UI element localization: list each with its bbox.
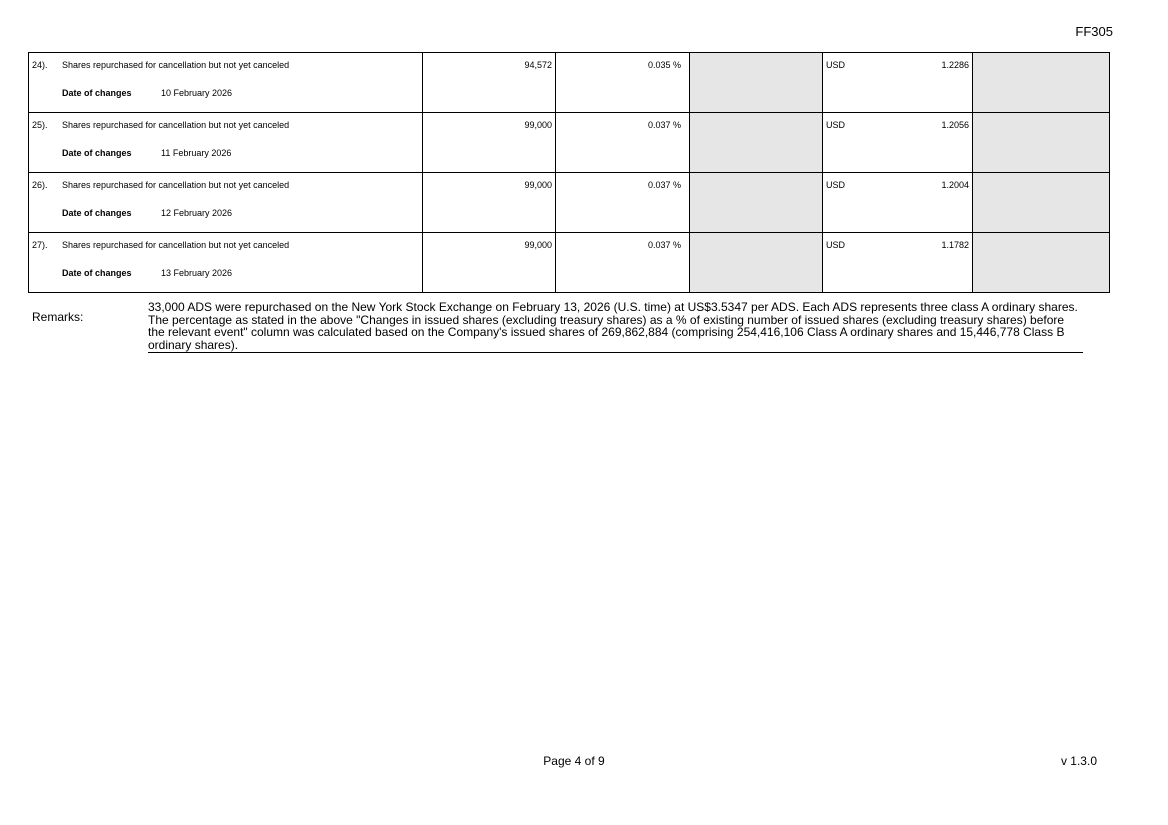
price-cell bbox=[823, 113, 973, 173]
row-index: 25). bbox=[32, 120, 48, 130]
shares-cell: 99,000 bbox=[423, 233, 556, 293]
description-cell bbox=[29, 173, 423, 233]
row-description: Shares repurchased for cancellation but not yet canceled bbox=[62, 240, 290, 250]
currency: USD bbox=[826, 240, 846, 250]
row-description: Shares repurchased for cancellation but not yet canceled bbox=[62, 120, 290, 130]
remarks-body bbox=[148, 301, 1083, 353]
date-label: Date of changes bbox=[62, 148, 132, 158]
date-value: 13 February 2026 bbox=[161, 268, 233, 278]
percent-cell bbox=[556, 173, 690, 233]
price-cell bbox=[823, 53, 973, 113]
empty-gray-cell bbox=[973, 173, 1110, 233]
table-row bbox=[29, 233, 1110, 293]
description-cell bbox=[29, 113, 423, 173]
price-cell bbox=[823, 233, 973, 293]
version-label: v 1.3.0 bbox=[1060, 754, 1097, 768]
empty-gray-cell bbox=[690, 173, 823, 233]
date-label: Date of changes bbox=[62, 268, 132, 278]
price-value: 1.2056 bbox=[941, 120, 969, 130]
row-description: Shares repurchased for cancellation but not yet canceled bbox=[62, 180, 290, 190]
remarks-paragraph: The percentage as stated in the above "Changes in issued shares (excluding treasury shares) as a % of existing number of issued shares (excluding treasury shares) before the relevant event" column was calculated based on the Company's issued shares of 269,862,884 (comprising 254,416,106 Class A ordinary shares and 15,446,778 Class B ordinary shares). bbox=[148, 312, 1065, 352]
date-value: 12 February 2026 bbox=[161, 208, 233, 218]
shares-cell: 99,000 bbox=[423, 173, 556, 233]
price-value: 1.2286 bbox=[941, 60, 969, 70]
percent-value: 0.037 bbox=[647, 240, 671, 250]
empty-gray-cell bbox=[973, 53, 1110, 113]
table-row bbox=[29, 173, 1110, 233]
percent-cell bbox=[556, 233, 690, 293]
empty-gray-cell bbox=[690, 233, 823, 293]
description-cell bbox=[29, 53, 423, 113]
row-index: 27). bbox=[32, 240, 48, 250]
empty-gray-cell bbox=[973, 233, 1110, 293]
price-cell bbox=[823, 173, 973, 233]
description-cell bbox=[29, 233, 423, 293]
shares-cell: 94,572 bbox=[423, 53, 556, 113]
percent-value: 0.035 bbox=[647, 60, 671, 70]
currency: USD bbox=[826, 60, 846, 70]
changes-table bbox=[28, 52, 1110, 293]
date-label: Date of changes bbox=[62, 208, 132, 218]
table-row bbox=[29, 113, 1110, 173]
page-number: Page 4 of 9 bbox=[543, 754, 605, 768]
percent-value: 0.037 bbox=[647, 180, 671, 190]
row-description: Shares repurchased for cancellation but not yet canceled bbox=[62, 60, 290, 70]
percent-unit: % bbox=[672, 120, 681, 130]
row-index: 24). bbox=[32, 60, 48, 70]
percent-cell bbox=[556, 53, 690, 113]
currency: USD bbox=[826, 120, 846, 130]
table-row bbox=[29, 53, 1110, 113]
date-label: Date of changes bbox=[62, 88, 132, 98]
empty-gray-cell bbox=[973, 113, 1110, 173]
remarks-paragraph: 33,000 ADS were repurchased on the New York Stock Exchange on February 13, 2026 (U.S. time) at US$3.5347 per ADS. Each ADS represents three class A ordinary shares. bbox=[148, 300, 1078, 314]
percent-unit: % bbox=[672, 60, 681, 70]
price-value: 1.1782 bbox=[941, 240, 969, 250]
percent-unit: % bbox=[672, 180, 681, 190]
price-value: 1.2004 bbox=[941, 180, 969, 190]
remarks-label: Remarks: bbox=[32, 310, 84, 324]
empty-gray-cell bbox=[690, 113, 823, 173]
percent-value: 0.037 bbox=[647, 120, 671, 130]
percent-cell bbox=[556, 113, 690, 173]
currency: USD bbox=[826, 180, 846, 190]
percent-unit: % bbox=[672, 240, 681, 250]
date-value: 10 February 2026 bbox=[161, 88, 233, 98]
empty-gray-cell bbox=[690, 53, 823, 113]
row-index: 26). bbox=[32, 180, 48, 190]
form-code: FF305 bbox=[1075, 24, 1113, 39]
date-value: 11 February 2026 bbox=[161, 148, 232, 158]
shares-cell: 99,000 bbox=[423, 113, 556, 173]
